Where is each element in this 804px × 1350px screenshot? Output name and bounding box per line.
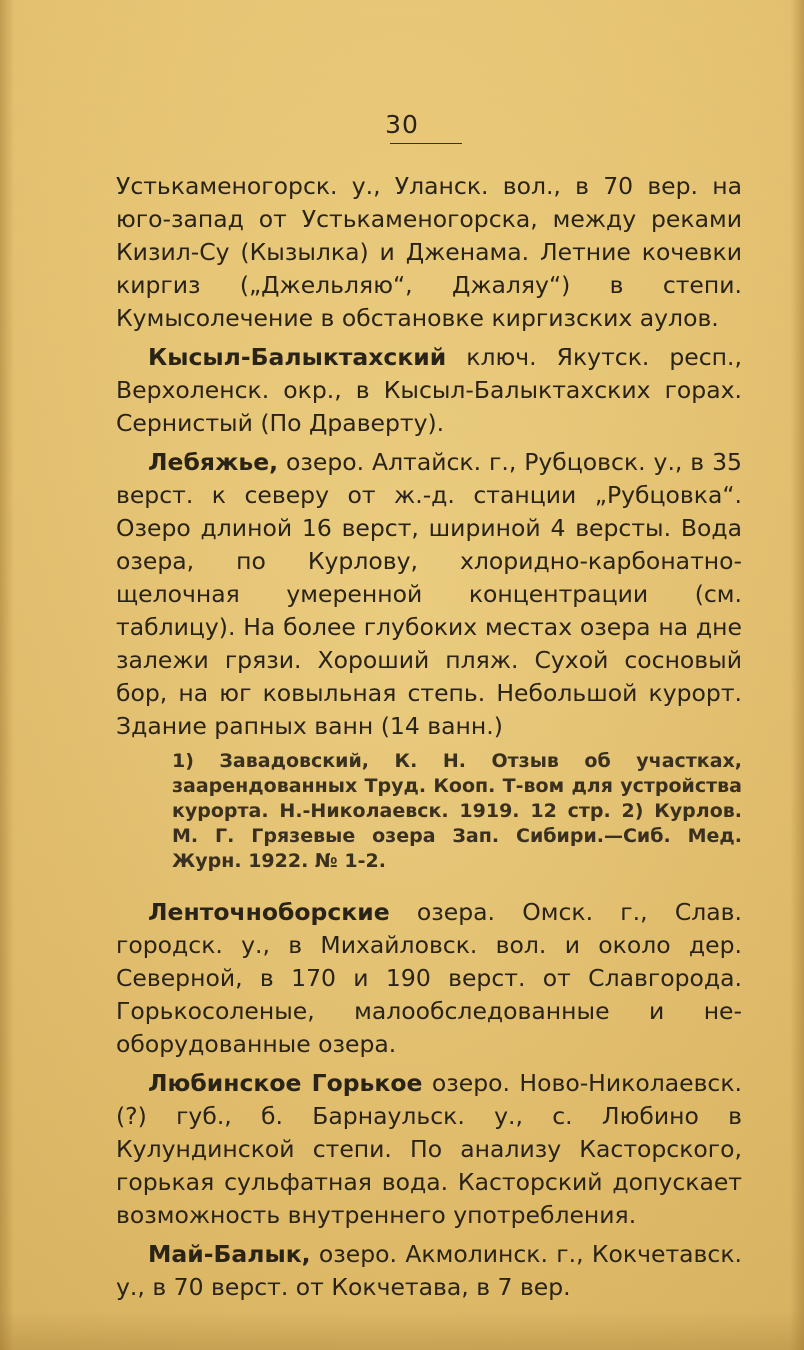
entry-kysyl-balyktakhsky	[116, 341, 742, 440]
entry-lentochnoborskie	[116, 896, 742, 1061]
page-body	[116, 170, 742, 1310]
entry-text: ключ. Якутск. респ., Верхоленск. окр., в Кысыл-Балыктахских горах. Сернистый (По Драверту).	[116, 343, 742, 437]
entry-text: озеро. Ново-Николаевск. (?) губ., б. Барнаульск. у., с. Любино в Кулундинской степи. По анализу Касторского, горькая сульфатная вода. Касторский допускает возможность внутреннего употребления.	[116, 1069, 743, 1229]
entry-mai-balyk	[116, 1238, 742, 1304]
entry-term: Ленточноборские	[148, 898, 390, 926]
entry-text: озеро. Алтайск. г., Рубцовск. у., в 35 верст. к северу от ж.-д. станции „Рубцовка“. Озеро длиной 16 верст, шириной 4 версты. Вода озера, по Курлову, хлоридно-карбонатно-щелочная умеренной концентрации (см. таблицу). На более глубоких местах озера на дне залежи грязи. Хороший пляж. Сухой сосновый бор, на юг ковыльная степь. Небольшой курорт. Здание рапных ванн (14 ванн.)	[116, 448, 742, 740]
entry-term: Лебяжье,	[148, 448, 279, 476]
page-shadow-bottom	[0, 1310, 804, 1350]
entry-term: Май-Балык,	[148, 1240, 311, 1268]
entry-lebyazhye	[116, 446, 742, 743]
footnote: 1) Завадовский, К. Н. Отзыв об участках, заарендованных Труд. Кооп. Т-вом для устройства курорта. Н.-Николаевск. 1919. 12 стр. 2) Курлов. М. Г. Грязевые озера Зап. Сибири.—Сиб. Мед. Журн. 1922. № 1-2.	[172, 750, 742, 872]
page-number: 30	[385, 110, 419, 139]
entry-term: Кысыл-Балыктахский	[148, 343, 447, 371]
page-shadow-right	[790, 0, 804, 1350]
page-shadow-left	[0, 0, 14, 1350]
paragraph-ustkamenogorsk	[116, 170, 742, 335]
entry-lyubinskoe-gorkoe	[116, 1067, 742, 1232]
entry-term: Любинское Горькое	[148, 1069, 423, 1097]
entry-text: озеро. Акмолинск. г., Кокчетавск. у., в 70 верст. от Кокчетава, в 7 вер.	[116, 1240, 742, 1301]
entry-text: озера. Омск. г., Слав. городск. у., в Михайловск. вол. и около дер. Северной, в 170 и 190 верст. от Славгорода. Горькосоленые, малообследованные и не-оборудованные озера.	[116, 898, 742, 1058]
page-number-rule	[390, 143, 462, 144]
paragraph-text: Устькаменогорск. у., Уланск. вол., в 70 вер. на юго-запад от Устькаменогорска, между реками Кизил-Су (Кызылка) и Дженама. Летние кочевки киргиз („Джельляю“, Джаляу“) в степи. Кумысолечение в обстановке киргизских аулов.	[116, 172, 742, 332]
